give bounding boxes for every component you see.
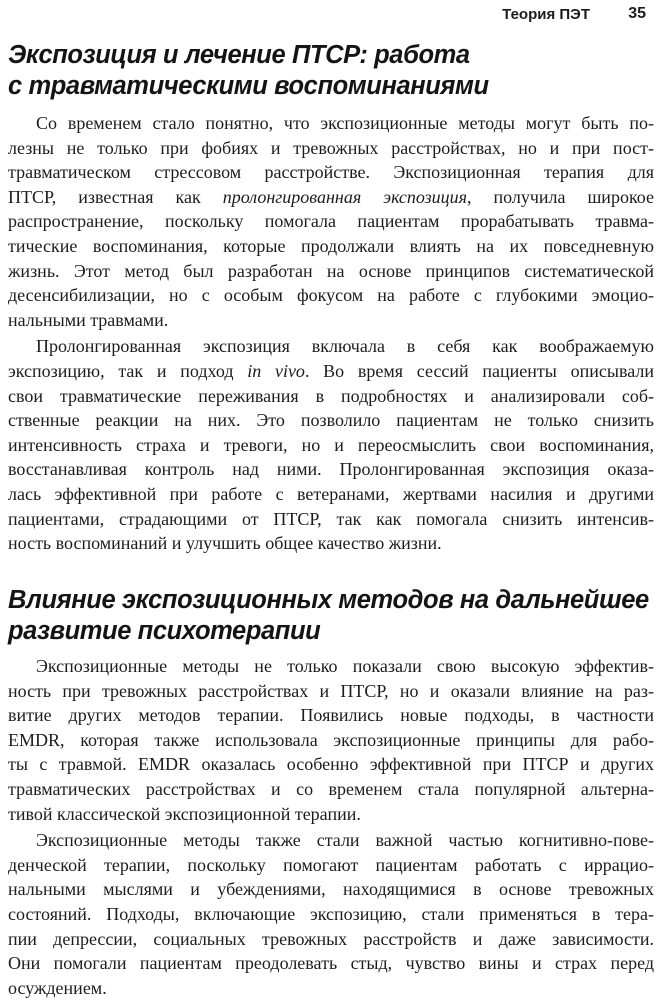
- section-heading-ptsd: [8, 40, 653, 102]
- text-line: десенсибилизации, но с особым фокусом на работе с глубокими эмоцио-: [8, 285, 654, 306]
- section-body-influence: [8, 654, 654, 1000]
- text-line: Экспозиционные методы также стали важной частью когнитивно-пове-: [36, 830, 654, 851]
- text-line: свои травматические переживания в подробностях и анализировали соб-: [8, 385, 654, 406]
- heading-line: развитие психотерапии: [8, 617, 321, 645]
- text-line: денческой терапии, поскольку помогают пациентам работать с иррацио-: [8, 854, 654, 875]
- heading-line: Экспозиция и лечение ПТСР: работа: [8, 41, 470, 69]
- text-line: витие других методов терапии. Появились новые подходы, в частности: [8, 705, 654, 726]
- running-section-title: Теория ПЭТ: [502, 6, 590, 23]
- text-line: тивой классической экспозиционной терапии.: [8, 803, 361, 824]
- text-line: экспозицию, так и подход in vivo. Во время сессий пациенты описывали: [8, 360, 654, 381]
- heading-line: Влияние экспозиционных методов на дальнейшее: [8, 586, 649, 614]
- paragraph: [8, 828, 654, 1000]
- text-line: пии депрессии, социальных тревожных расстройств и даже зависимости.: [8, 928, 654, 949]
- text-line: ственные реакции на них. Это позволило пациентам не только снизить: [8, 410, 654, 431]
- text-line: осуждением.: [8, 977, 107, 998]
- text-line: лась эффективной при работе с ветеранами, жертвами насилия и другими: [8, 483, 654, 504]
- text-line: нальными травмами.: [8, 309, 169, 330]
- text-line: жизнь. Этот метод был разработан на основе принципов систематической: [8, 260, 654, 281]
- paragraph: [8, 111, 654, 332]
- text-line: ты с травмой. EMDR оказалась особенно эффективной при ПТСР и других: [8, 754, 654, 775]
- page-number: 35: [628, 5, 646, 22]
- text-line: состояний. Подходы, включающие экспозицию, стали применяться в тера-: [8, 903, 654, 924]
- text-line: восстанавливая контроль над ними. Пролонгированная экспозиция оказа-: [8, 459, 654, 480]
- text-line: Экспозиционные методы не только показали свою высокую эффектив-: [36, 656, 654, 676]
- section-heading-influence: [8, 585, 653, 647]
- section-body-ptsd: [8, 111, 654, 556]
- heading-line: с травматическими воспоминаниями: [8, 72, 489, 100]
- text-line: распространение, поскольку помогала пациентам прорабатывать травма-: [8, 211, 654, 232]
- text-line: Со временем стало понятно, что экспозиционные методы могут быть по-: [36, 113, 654, 133]
- text-line: травматических расстройствах и со временем стала популярной альтерна-: [8, 778, 654, 799]
- text-line: Пролонгированная экспозиция включала в себя как воображаемую: [36, 336, 654, 357]
- text-line: ность при тревожных расстройствах и ПТСР, но и оказали влияние на раз-: [8, 680, 654, 701]
- text-line: интенсивность страха и тревоги, но и переосмыслить свои воспоминания,: [8, 434, 654, 455]
- paragraph: [8, 334, 654, 555]
- text-line: тические воспоминания, которые продолжали влиять на их повседневную: [8, 235, 654, 256]
- text-line: ность воспоминаний и улучшить общее качество жизни.: [8, 533, 442, 554]
- text-line: нальными мыслями и убеждениями, находящимися в основе тревожных: [8, 879, 654, 900]
- running-header: [0, 0, 660, 28]
- text-line: пациентами, страдающими от ПТСР, так как помогала снизить интенсив-: [8, 508, 654, 529]
- text-line: ПТСР, известная как пролонгированная экспозиция, получила широкое: [8, 186, 654, 207]
- text-line: Они помогали пациентам преодолевать стыд, чувство вины и страх перед: [8, 953, 654, 974]
- paragraph: [8, 654, 654, 826]
- text-line: лезны не только при фобиях и тревожных расстройствах, но и при пост-: [8, 137, 654, 158]
- text-line: EMDR, которая также использовала экспозиционные принципы для рабо-: [8, 729, 654, 750]
- text-line: травматическом стрессовом расстройстве. Экспозиционная терапия для: [8, 162, 654, 183]
